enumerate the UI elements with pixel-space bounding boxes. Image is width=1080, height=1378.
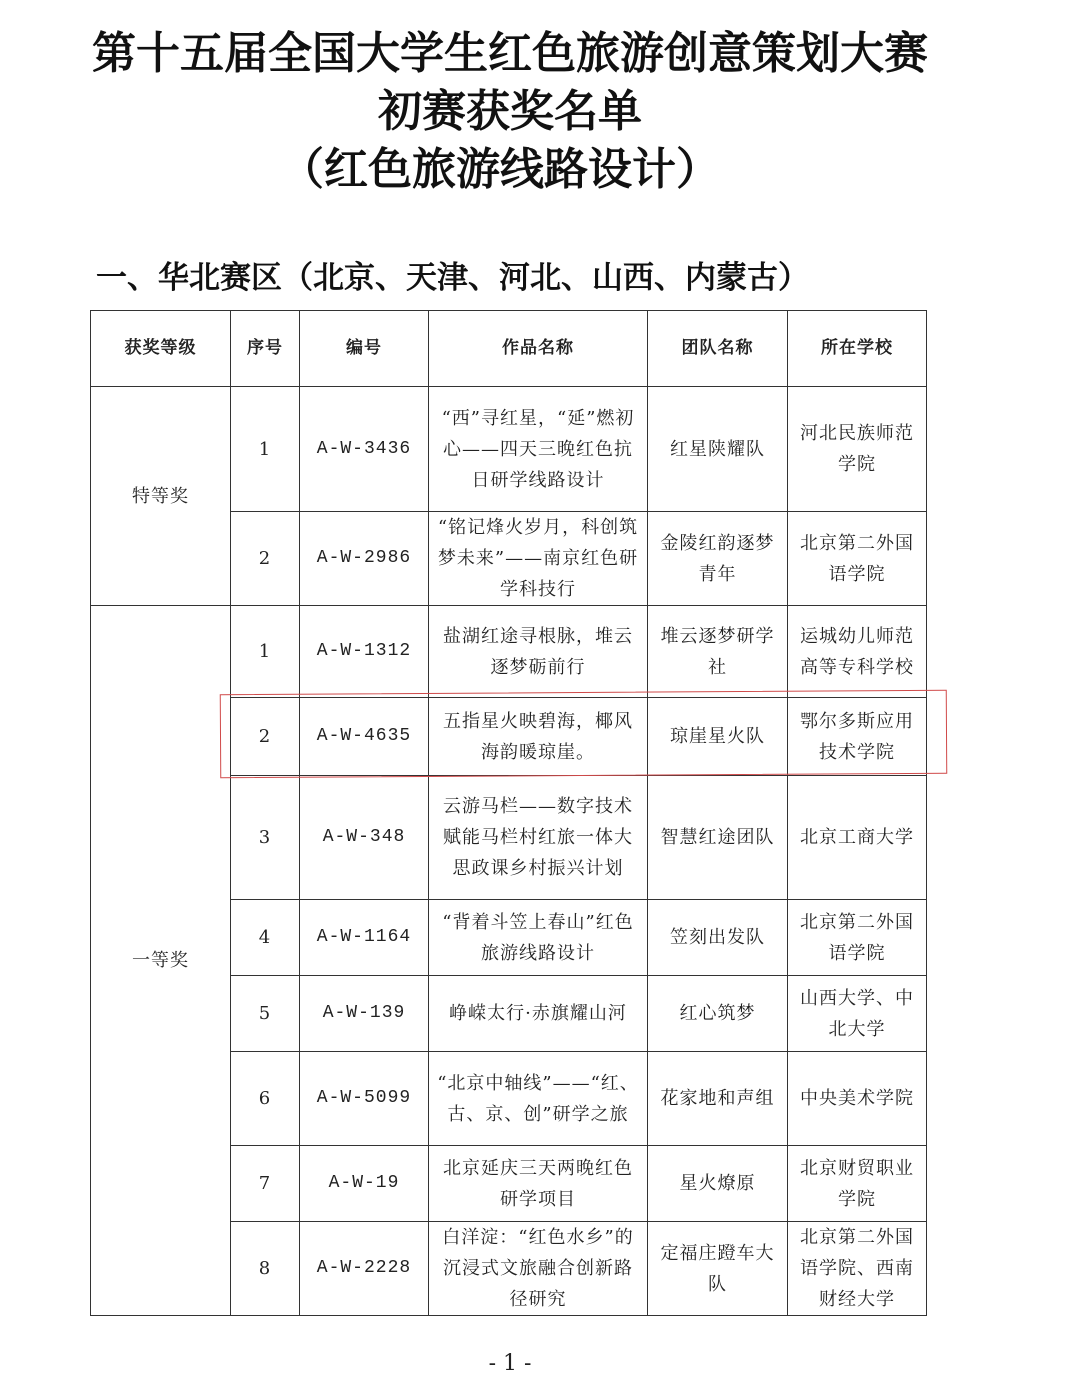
- code-cell: A-W-348: [300, 776, 429, 900]
- team-cell: 花家地和声组: [648, 1052, 788, 1146]
- code-cell: A-W-1164: [300, 900, 429, 976]
- serial-cell: 8: [231, 1222, 300, 1316]
- team-cell: 笠刻出发队: [648, 900, 788, 976]
- serial-cell: 1: [231, 606, 300, 698]
- work-title-cell: 峥嵘太行·赤旗耀山河: [429, 976, 648, 1052]
- document-subtitle: 初赛获奖名单: [378, 86, 642, 137]
- work-title-cell: 五指星火映碧海，椰风海韵暖琼崖。: [429, 698, 648, 776]
- team-cell: 堆云逐梦研学社: [648, 606, 788, 698]
- work-title-cell: 盐湖红途寻根脉，堆云逐梦砺前行: [429, 606, 648, 698]
- page-number: - 1 -: [488, 1351, 532, 1376]
- serial-cell: 3: [231, 776, 300, 900]
- code-cell: A-W-1312: [300, 606, 429, 698]
- work-title-cell: “西”寻红星，“延”燃初心——四天三晚红色抗日研学线路设计: [429, 387, 648, 512]
- code-cell: A-W-4635: [300, 698, 429, 776]
- work-title-cell: “铭记烽火岁月，科创筑梦未来”——南京红色研学科技行: [429, 512, 648, 606]
- work-title-cell: “背着斗笠上春山”红色旅游线路设计: [429, 900, 648, 976]
- team-cell: 智慧红途团队: [648, 776, 788, 900]
- header-serial-no: 序号: [231, 311, 300, 387]
- serial-cell: 1: [231, 387, 300, 512]
- school-cell: 鄂尔多斯应用技术学院: [788, 698, 927, 776]
- award-level-cell: 特等奖: [91, 387, 231, 606]
- code-cell: A-W-5099: [300, 1052, 429, 1146]
- team-cell: 红星陕耀队: [648, 387, 788, 512]
- serial-cell: 7: [231, 1146, 300, 1222]
- document-title: 第十五届全国大学生红色旅游创意策划大赛: [92, 28, 928, 79]
- team-cell: 金陵红韵逐梦青年: [648, 512, 788, 606]
- school-cell: 北京工商大学: [788, 776, 927, 900]
- school-cell: 北京第二外国语学院: [788, 512, 927, 606]
- school-cell: 北京第二外国语学院、西南财经大学: [788, 1222, 927, 1316]
- school-cell: 运城幼儿师范高等专科学校: [788, 606, 927, 698]
- header-award-level: 获奖等级: [91, 311, 231, 387]
- team-cell: 定福庄蹬车大队: [648, 1222, 788, 1316]
- header-code: 编号: [300, 311, 429, 387]
- code-cell: A-W-2986: [300, 512, 429, 606]
- work-title-cell: “北京中轴线”——“红、古、京、创”研学之旅: [429, 1052, 648, 1146]
- work-title-cell: 白洋淀：“红色水乡”的沉浸式文旅融合创新路径研究: [429, 1222, 648, 1316]
- school-cell: 河北民族师范学院: [788, 387, 927, 512]
- code-cell: A-W-139: [300, 976, 429, 1052]
- serial-cell: 2: [231, 512, 300, 606]
- code-cell: A-W-19: [300, 1146, 429, 1222]
- school-cell: 中央美术学院: [788, 1052, 927, 1146]
- awards-table: [90, 310, 927, 1316]
- school-cell: 山西大学、中北大学: [788, 976, 927, 1052]
- code-cell: A-W-3436: [300, 387, 429, 512]
- work-title-cell: 北京延庆三天两晚红色研学项目: [429, 1146, 648, 1222]
- table-row: [91, 387, 927, 512]
- team-cell: 红心筑梦: [648, 976, 788, 1052]
- serial-cell: 6: [231, 1052, 300, 1146]
- team-cell: 琼崖星火队: [648, 698, 788, 776]
- school-cell: 北京财贸职业学院: [788, 1146, 927, 1222]
- header-school: 所在学校: [788, 311, 927, 387]
- serial-cell: 2: [231, 698, 300, 776]
- document-category: （红色旅游线路设计）: [280, 144, 720, 195]
- table-header-row: [91, 311, 927, 387]
- school-cell: 北京第二外国语学院: [788, 900, 927, 976]
- team-cell: 星火燎原: [648, 1146, 788, 1222]
- header-work-title: 作品名称: [429, 311, 648, 387]
- table-row: [91, 606, 927, 698]
- code-cell: A-W-2228: [300, 1222, 429, 1316]
- serial-cell: 5: [231, 976, 300, 1052]
- section-heading: 一、华北赛区（北京、天津、河北、山西、内蒙古）: [96, 260, 809, 296]
- serial-cell: 4: [231, 900, 300, 976]
- work-title-cell: 云游马栏——数字技术赋能马栏村红旅一体大思政课乡村振兴计划: [429, 776, 648, 900]
- header-team-name: 团队名称: [648, 311, 788, 387]
- award-level-cell: 一等奖: [91, 606, 231, 1316]
